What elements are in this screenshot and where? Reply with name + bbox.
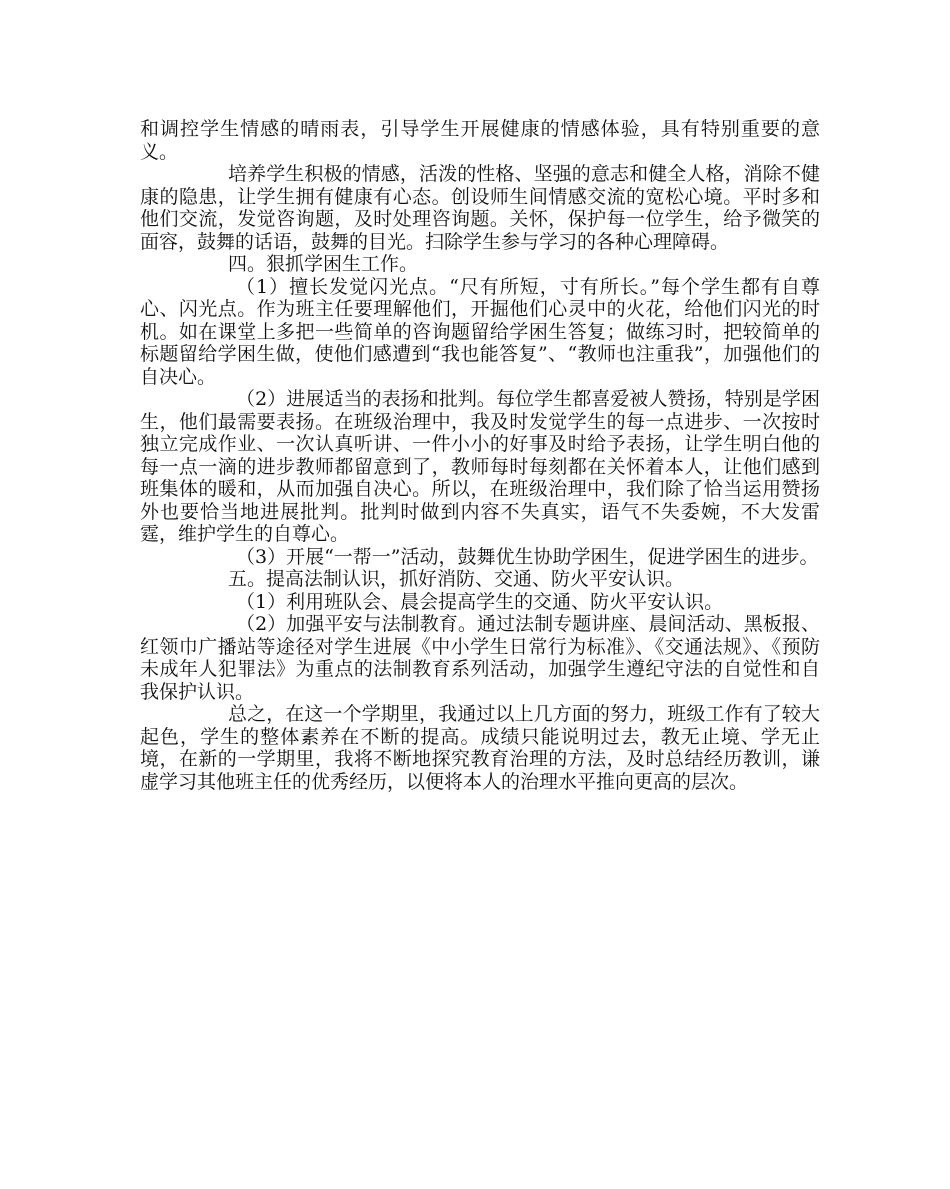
section-heading-5: 五。提高法制认识，抓好消防、交通、防火平安认识。	[228, 568, 685, 590]
paragraph-5-2: （2）加强平安与法制教育。通过法制专题讲座、晨间活动、黑板报、红领巾广播站等途径对学生进展《中小学生日常行为标准》、《交通法规》、《预防未成年人犯罪法》为重点的法制教育系列活动，加强学生遵纪守法的自觉性和自我保护认识。	[140, 613, 820, 703]
paragraph-conclusion: 总之，在这一个学期里，我通过以上几方面的努力，班级工作有了较大起色，学生的整体素养在不断的提高。成绩只能说明过去，教无止境、学无止境，在新的一学期里，我将不断地探究教育治理的方法，及时总结经历教训，谦虚学习其他班主任的优秀经历，以便将本人的治理水平推向更高的层次。	[140, 703, 820, 793]
paragraph-intro-continuation: 和调控学生情感的晴雨表，引导学生开展健康的情感体验，具有特别重要的意义。	[140, 118, 820, 163]
paragraph-positive-emotion: 培养学生积极的情感，活泼的性格、坚强的意志和健全人格，消除不健康的隐患，让学生拥有健康有心态。创设师生间情感交流的宽松心境。平时多和他们交流，发觉咨询题，及时处理咨询题。关怀，保护每一位学生，给予微笑的面容，鼓舞的话语，鼓舞的目光。扫除学生参与学习的各种心理障碍。	[140, 163, 820, 253]
paragraph-5-1: （1）利用班队会、晨会提高学生的交通、防火平安认识。	[236, 590, 724, 613]
paragraph-4-1: （1）擅长发觉闪光点。“尺有所短，寸有所长。”每个学生都有自尊心、闪光点。作为班主任要理解他们，开掘他们心灵中的火花，给他们闪光的时机。如在课堂上多把一些简单的咨询题留给学困生答复；做练习时，把较简单的标题留给学困生做，使他们感遭到“我也能答复”、“教师也注重我”，加强他们的自决心。	[140, 275, 820, 388]
document-body	[140, 118, 820, 793]
section-heading-4: 四。狠抓学困生工作。	[228, 253, 419, 275]
paragraph-4-3: （3）开展“一帮一”活动，鼓舞优生协助学困生，促进学困生的进步。	[236, 545, 819, 568]
paragraph-4-2: （2）进展适当的表扬和批判。每位学生都喜爱被人赞扬，特别是学困生，他们最需要表扬。在班级治理中，我及时发觉学生的每一点进步、一次按时独立完成作业、一次认真听讲、一件小小的好事及时给予表扬，让学生明白他的每一点一滴的进步教师都留意到了，教师每时每刻都在关怀着本人，让他们感到班集体的暖和，从而加强自决心。所以，在班级治理中，我们除了恰当运用赞扬外也要恰当地进展批判。批判时做到内容不失真实，语气不失委婉，不大发雷霆，维护学生的自尊心。	[140, 388, 820, 545]
